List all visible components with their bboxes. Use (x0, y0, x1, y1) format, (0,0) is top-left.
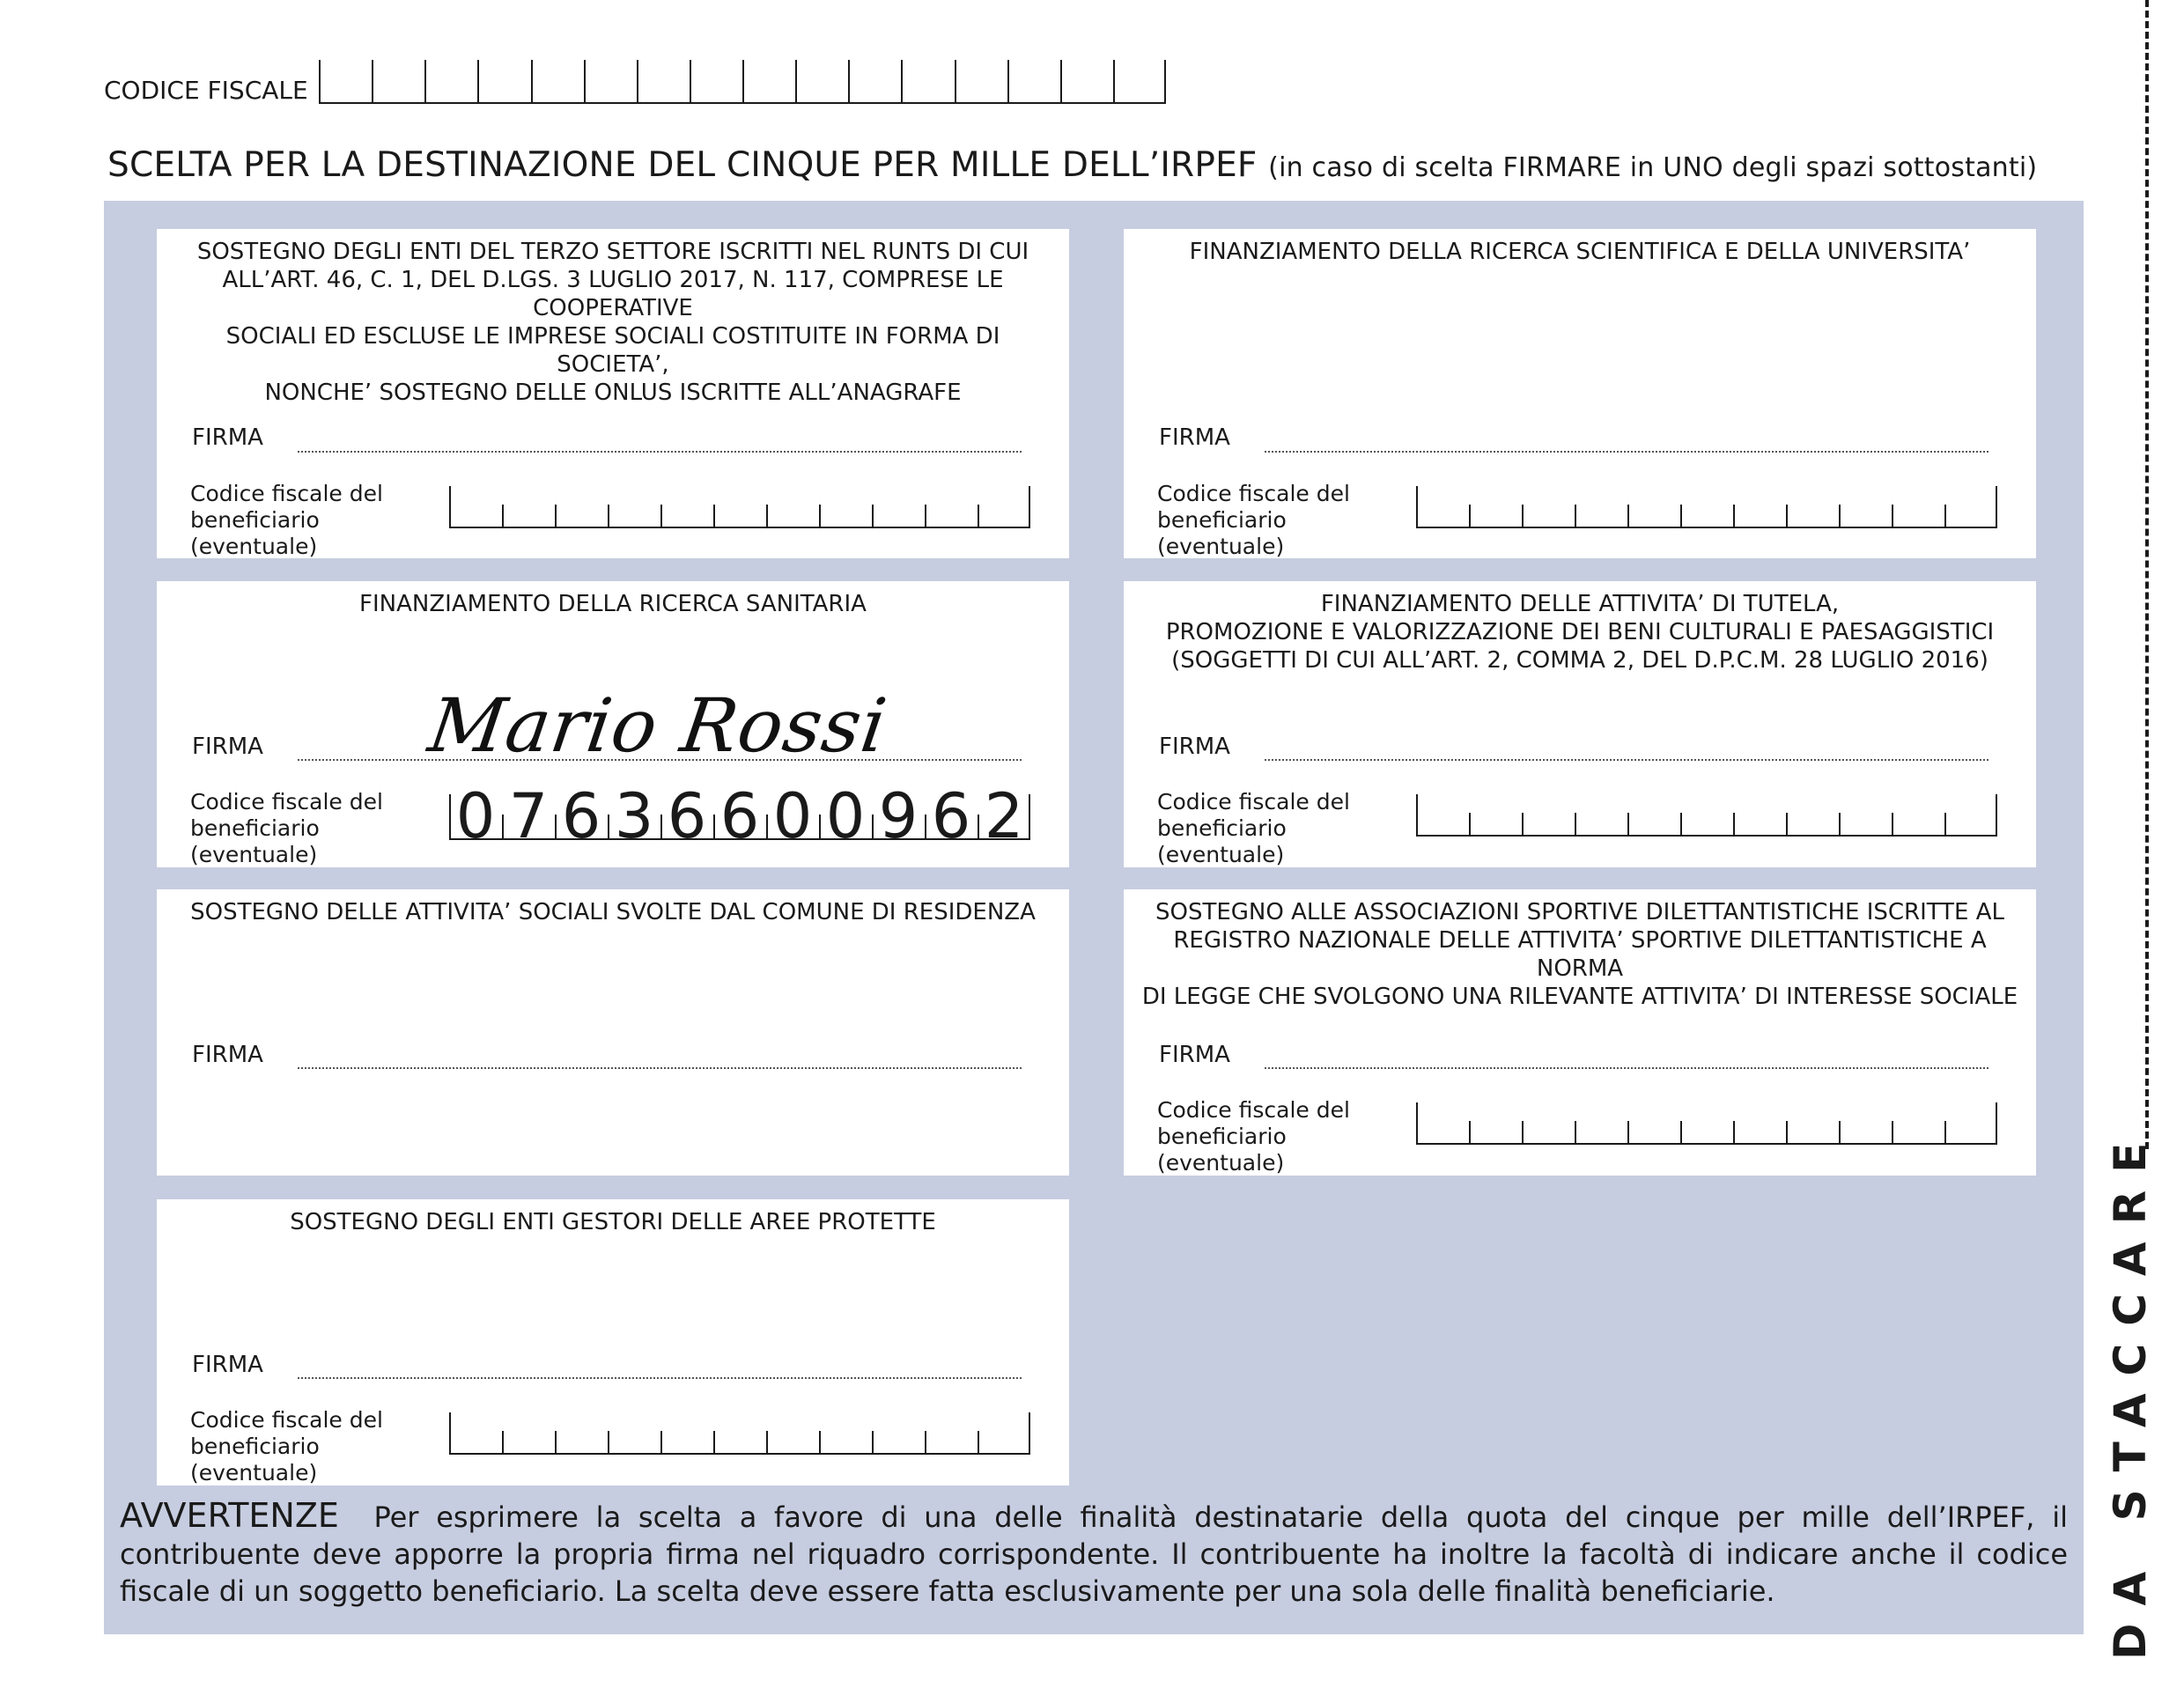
cf-cell[interactable] (1786, 794, 1839, 837)
cf-cell[interactable] (1892, 486, 1944, 528)
cf-cell[interactable] (1469, 1102, 1522, 1145)
cf-cell[interactable] (372, 60, 424, 104)
avvertenze (120, 1497, 2068, 1610)
cf-cell[interactable] (608, 1412, 660, 1455)
cf-cell[interactable] (449, 486, 502, 528)
cf-cell[interactable] (531, 60, 584, 104)
cf-digit: 2 (984, 780, 1024, 852)
cf-cell[interactable] (660, 486, 713, 528)
cf-digit: 0 (772, 780, 813, 852)
cf-cell[interactable] (449, 1412, 502, 1455)
cf-cell[interactable] (1786, 1102, 1839, 1145)
firma-label: FIRMA (1159, 1042, 1230, 1068)
cf-digit: 0 (825, 780, 866, 852)
firma-label: FIRMA (1159, 424, 1230, 451)
firma-ricerca-scientifica-line[interactable] (1265, 449, 1988, 453)
box-comune-residenza (157, 889, 1069, 1176)
cf-beneficiario-terzo-settore[interactable] (449, 486, 1030, 528)
cf-cell[interactable] (766, 1412, 819, 1455)
cf-cell[interactable] (713, 486, 766, 528)
firma-sportive-line[interactable] (1265, 1065, 1988, 1069)
cf-beneficiario-aree-protette[interactable] (449, 1412, 1030, 1455)
cf-cell[interactable] (1892, 794, 1944, 837)
cf-beneficiario-label: Codice fiscale del beneficiario (eventuale) (1157, 1097, 1350, 1176)
box-title: FINANZIAMENTO DELLA RICERCA SCIENTIFICA E DELLA UNIVERSITA’ (1189, 239, 1971, 265)
firma-label: FIRMA (192, 734, 263, 760)
cf-cell[interactable] (1113, 60, 1166, 104)
page-title (107, 145, 2037, 185)
cf-cell[interactable] (608, 486, 660, 528)
box-title: SOSTEGNO DEGLI ENTI DEL TERZO SETTORE ISCRITTI NEL RUNTS DI CUI ALL’ART. 46, C. 1, DEL D.LGS. 3 LUGLIO 2017, N. 117, COMPRESE LE COOPERATIVE SOCIALI ED ESCLUSE LE IMPRESE SOCIALI COSTITUITE IN FORMA DI SOCIETA’, NONCHE’ SOSTEGNO DELLE ONLUS ISCRITTE ALL’ANAGRAFE (196, 239, 1029, 406)
cf-cell[interactable] (660, 780, 713, 852)
cf-cell[interactable] (978, 486, 1030, 528)
cf-cell[interactable] (1522, 486, 1575, 528)
cf-cell[interactable] (819, 780, 872, 852)
cf-cell[interactable] (1944, 486, 1997, 528)
cf-cell[interactable] (637, 60, 690, 104)
cf-cell[interactable] (978, 780, 1030, 852)
box-aree-protette (157, 1199, 1069, 1486)
choice-panel (104, 201, 2084, 1634)
da-staccare-label: DA STACCARE (2105, 1124, 2156, 1660)
cf-cell[interactable] (584, 60, 637, 104)
firma-aree-protette-line[interactable] (298, 1375, 1022, 1379)
cf-cell[interactable] (1839, 486, 1892, 528)
cf-digit: 0 (455, 780, 496, 852)
cf-cell[interactable] (555, 486, 608, 528)
cf-beneficiario-label: Codice fiscale del beneficiario (eventuale) (190, 789, 383, 867)
cf-cell[interactable] (1575, 486, 1627, 528)
cf-cell[interactable] (1060, 60, 1113, 104)
box-beni-culturali (1124, 581, 2036, 867)
box-title: SOSTEGNO DELLE ATTIVITA’ SOCIALI SVOLTE DAL COMUNE DI RESIDENZA (190, 899, 1036, 925)
cf-cell[interactable] (1680, 794, 1733, 837)
cf-cell[interactable] (319, 60, 372, 104)
cf-beneficiario-sportive[interactable] (1416, 1102, 1997, 1145)
cf-cell[interactable] (742, 60, 795, 104)
page-title-subtitle: (in caso di scelta FIRMARE in UNO degli spazi sottostanti) (1268, 152, 2038, 183)
box-ricerca-scientifica (1124, 229, 2036, 558)
cf-cell[interactable] (1575, 794, 1627, 837)
box-title: FINANZIAMENTO DELLE ATTIVITA’ DI TUTELA, PROMOZIONE E VALORIZZAZIONE DEI BENI CULTURALI E PAESAGGISTICI (SOGGETTI DI CUI ALL’ART. 2, COMMA 2, DEL D.P.C.M. 28 LUGLIO 2016) (1165, 591, 1995, 674)
cf-beneficiario-ricerca-scientifica[interactable] (1416, 486, 1997, 528)
firma-beni-culturali-line[interactable] (1265, 757, 1988, 761)
cf-digit: 6 (931, 780, 971, 852)
avvertenze-text: Per esprimere la scelta a favore di una delle finalità destinatarie della quota del cinque per mille dell’IRPEF, il contribuente deve apporre la propria firma nel riquadro corrispondente. Il contribuente ha inoltre la facoltà di indicare anche il codice fiscale di un soggetto beneficiario. La scelta deve essere fatta esclusivamente per una sola delle finalità beneficiarie. (120, 1500, 2069, 1608)
box-title: FINANZIAMENTO DELLA RICERCA SANITARIA (359, 591, 867, 617)
cf-cell[interactable] (690, 60, 742, 104)
cf-cell[interactable] (1733, 794, 1786, 837)
cf-cell[interactable] (925, 486, 978, 528)
box-title: SOSTEGNO ALLE ASSOCIAZIONI SPORTIVE DILETTANTISTICHE ISCRITTE AL REGISTRO NAZIONALE DELLE ATTIVITA’ SPORTIVE DILETTANTISTICHE A NORMA DI LEGGE CHE SVOLGONO UNA RILEVANTE ATTIVITA’ DI INTERESSE SOCIALE (1141, 899, 2018, 1010)
avvertenze-title: AVVERTENZE (120, 1496, 339, 1535)
cf-cell[interactable] (901, 60, 954, 104)
firma-label: FIRMA (1159, 734, 1230, 760)
cf-beneficiario-label: Codice fiscale del beneficiario (eventuale) (190, 481, 383, 559)
cf-digit: 6 (667, 780, 707, 852)
cf-cell[interactable] (1944, 794, 1997, 837)
cf-cell[interactable] (1469, 794, 1522, 837)
cf-cell[interactable] (449, 780, 502, 852)
cf-cell[interactable] (872, 486, 925, 528)
codice-fiscale-field[interactable] (319, 60, 1166, 104)
cf-cell[interactable] (1416, 794, 1469, 837)
firma-label: FIRMA (192, 424, 263, 451)
cf-cell[interactable] (1007, 60, 1060, 104)
cf-cell[interactable] (925, 780, 978, 852)
signature: Mario Rossi (424, 682, 893, 769)
cf-cell[interactable] (1839, 794, 1892, 837)
cf-cell[interactable] (1733, 486, 1786, 528)
firma-comune-residenza-line[interactable] (298, 1065, 1022, 1069)
cf-beneficiario-label: Codice fiscale del beneficiario (eventuale) (1157, 789, 1350, 867)
cut-line (2145, 0, 2149, 1149)
cf-digit: 7 (508, 780, 549, 852)
cf-cell[interactable] (1575, 1102, 1627, 1145)
cf-cell[interactable] (1469, 486, 1522, 528)
cf-cell[interactable] (819, 1412, 872, 1455)
cf-beneficiario-beni-culturali[interactable] (1416, 794, 1997, 837)
cf-cell[interactable] (978, 1412, 1030, 1455)
cf-digit: 6 (719, 780, 760, 852)
cf-cell[interactable] (1627, 1102, 1680, 1145)
cf-cell[interactable] (477, 60, 530, 104)
cf-cell[interactable] (1522, 1102, 1575, 1145)
cf-beneficiario-label: Codice fiscale del beneficiario (eventuale) (190, 1407, 383, 1486)
cf-digit: 6 (561, 780, 601, 852)
cf-cell[interactable] (502, 486, 555, 528)
cf-cell[interactable] (795, 60, 848, 104)
cf-cell[interactable] (925, 1412, 978, 1455)
page-title-main: SCELTA PER LA DESTINAZIONE DEL CINQUE PER MILLE DELL’IRPEF (107, 145, 1258, 185)
cf-cell[interactable] (1680, 1102, 1733, 1145)
cf-cell[interactable] (1680, 486, 1733, 528)
cf-cell[interactable] (766, 780, 819, 852)
cf-cell[interactable] (555, 780, 608, 852)
cf-cell[interactable] (1944, 1102, 1997, 1145)
cf-cell[interactable] (872, 780, 925, 852)
cf-cell[interactable] (713, 1412, 766, 1455)
firma-label: FIRMA (192, 1042, 263, 1068)
cf-cell[interactable] (1522, 794, 1575, 837)
cf-beneficiario-ricerca-sanitaria[interactable] (449, 780, 1030, 852)
cf-cell[interactable] (819, 486, 872, 528)
firma-label: FIRMA (192, 1352, 263, 1378)
cf-cell[interactable] (1733, 1102, 1786, 1145)
cf-digit: 3 (614, 780, 654, 852)
cf-cell[interactable] (502, 1412, 555, 1455)
cf-cell[interactable] (766, 486, 819, 528)
cf-digit: 9 (878, 780, 919, 852)
cf-cell[interactable] (1839, 1102, 1892, 1145)
cf-cell[interactable] (713, 780, 766, 852)
cf-cell[interactable] (1627, 486, 1680, 528)
cf-cell[interactable] (502, 780, 555, 852)
cf-beneficiario-label: Codice fiscale del beneficiario (eventuale) (1157, 481, 1350, 559)
codice-fiscale-label: CODICE FISCALE (104, 76, 308, 105)
box-terzo-settore (157, 229, 1069, 558)
cf-cell[interactable] (660, 1412, 713, 1455)
cf-cell[interactable] (555, 1412, 608, 1455)
cf-cell[interactable] (1892, 1102, 1944, 1145)
cf-cell[interactable] (1627, 794, 1680, 837)
cf-cell[interactable] (848, 60, 901, 104)
firma-terzo-settore-line[interactable] (298, 449, 1022, 453)
cf-cell[interactable] (955, 60, 1007, 104)
box-sportive (1124, 889, 2036, 1176)
cf-cell[interactable] (872, 1412, 925, 1455)
cf-cell[interactable] (1416, 486, 1469, 528)
cf-cell[interactable] (1786, 486, 1839, 528)
cf-cell[interactable] (424, 60, 477, 104)
box-title: SOSTEGNO DEGLI ENTI GESTORI DELLE AREE PROTETTE (290, 1209, 936, 1235)
cf-cell[interactable] (608, 780, 660, 852)
cf-cell[interactable] (1416, 1102, 1469, 1145)
box-ricerca-sanitaria (157, 581, 1069, 867)
